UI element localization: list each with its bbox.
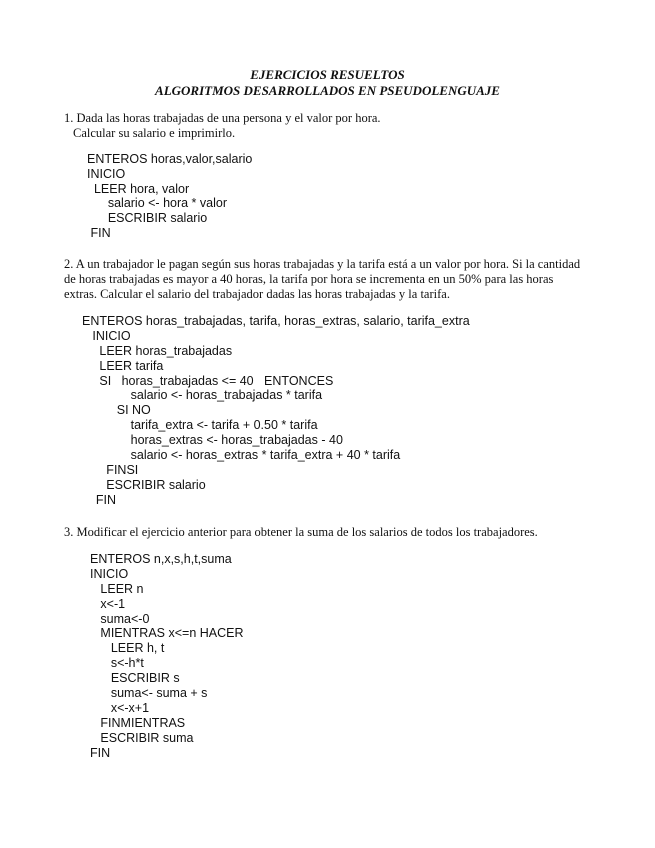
code-line: x<-x+1: [90, 700, 150, 715]
code-line: ESCRIBIR suma: [90, 730, 194, 745]
code-line: tarifa_extra <- tarifa + 0.50 * tarifa: [82, 418, 318, 433]
code-line: x<-1: [90, 596, 126, 611]
code-line: salario <- hora * valor: [87, 196, 227, 211]
code-line: LEER hora, valor: [87, 181, 190, 196]
code-line: FIN: [90, 745, 111, 760]
code-line: suma<- suma + s: [90, 686, 208, 701]
code-line: ESCRIBIR s: [90, 671, 180, 686]
code-line: FINMIENTRAS: [90, 715, 186, 730]
code-line: salario <- horas_extras * tarifa_extra + 40 * tarifa: [82, 448, 401, 463]
exercise-2-code-block: [82, 314, 470, 508]
code-line: FIN: [87, 225, 111, 240]
code-line: SI horas_trabajadas <= 40 ENTONCES: [82, 373, 334, 388]
exercise-3-statement-line-1: 3. Modificar el ejercicio anterior para obtener la suma de los salarios de todos los trabajadores.: [64, 525, 538, 539]
code-line: INICIO: [87, 166, 126, 181]
code-line: INICIO: [90, 566, 129, 581]
code-line: LEER n: [90, 581, 144, 596]
title-line-2: ALGORITMOS DESARROLLADOS EN PSEUDOLENGUAJE: [155, 83, 500, 98]
code-line: ESCRIBIR salario: [87, 211, 208, 226]
code-line: SI NO: [82, 403, 151, 418]
code-line: ENTEROS n,x,s,h,t,suma: [90, 552, 232, 566]
exercise-1-statement-line-2: Calcular su salario e imprimirlo.: [73, 126, 236, 140]
code-line: LEER horas_trabajadas: [82, 343, 233, 358]
code-line: ENTEROS horas,valor,salario: [87, 152, 253, 166]
code-line: LEER tarifa: [82, 358, 164, 373]
exercise-3-code-block: [90, 552, 244, 760]
code-line: horas_extras <- horas_trabajadas - 40: [82, 433, 343, 448]
exercise-2-statement-line-1: 2. A un trabajador le pagan según sus horas trabajadas y la tarifa está a un valor por hora. Si la cantidad: [64, 257, 581, 271]
code-line: s<-h*t: [90, 656, 144, 671]
code-line: MIENTRAS x<=n HACER: [90, 626, 244, 641]
code-line: ENTEROS horas_trabajadas, tarifa, horas_extras, salario, tarifa_extra: [82, 314, 470, 328]
code-line: FINSI: [82, 462, 139, 477]
title-line-1: EJERCICIOS RESUELTOS: [250, 67, 405, 82]
exercise-1-code-block: [87, 152, 252, 241]
code-line: INICIO: [82, 328, 131, 343]
exercise-2-statement-line-2: de horas trabajadas es mayor a 40 horas, la tarifa por hora se incrementa en un 50% para las horas: [64, 272, 554, 286]
code-line: FIN: [82, 492, 117, 507]
exercise-2-statement-line-3: extras. Calcular el salario del trabajador dadas las horas trabajadas y la tarifa.: [64, 287, 450, 301]
code-line: salario <- horas_trabajadas * tarifa: [82, 388, 323, 403]
code-line: suma<-0: [90, 611, 150, 626]
exercise-1-statement-line-1: 1. Dada las horas trabajadas de una persona y el valor por hora.: [64, 111, 381, 125]
code-line: LEER h, t: [90, 641, 165, 656]
code-line: ESCRIBIR salario: [82, 477, 206, 492]
